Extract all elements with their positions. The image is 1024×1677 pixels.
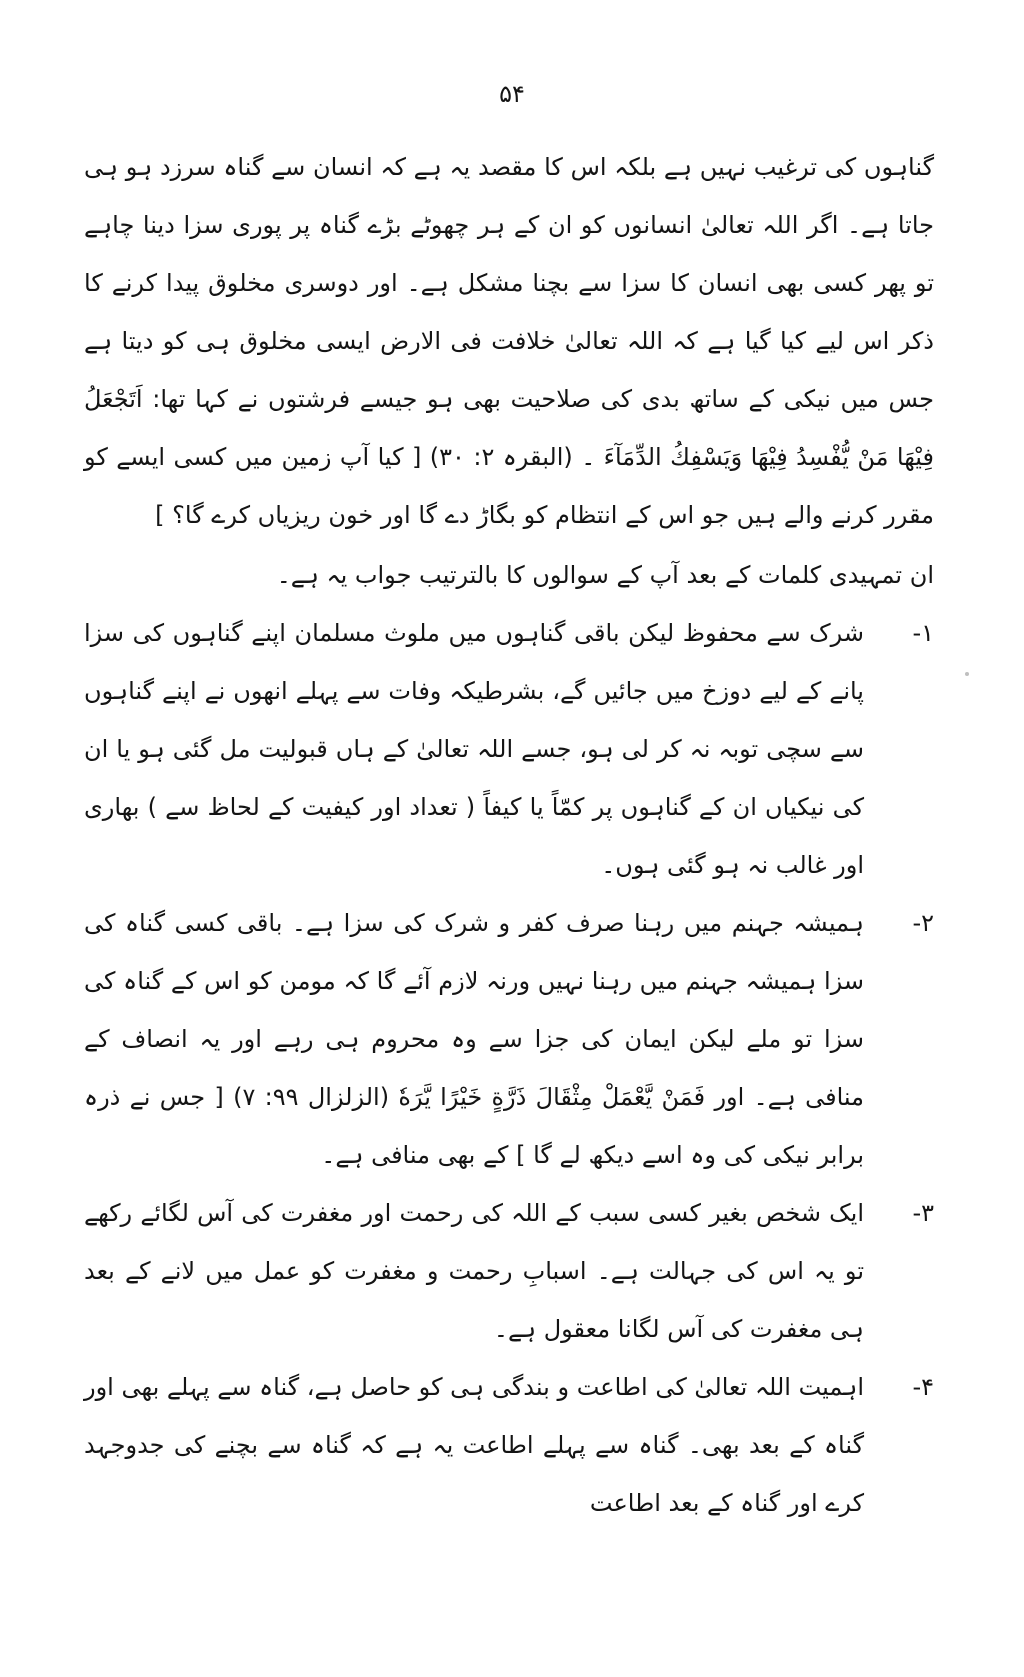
- scan-speck: [965, 672, 969, 676]
- list-item-text: شرک سے محفوظ لیکن باقی گناہوں میں ملوث مسلمان اپنے گناہوں کی سزا پانے کے لیے دوزخ میں جائیں گے، بشرطیکہ وفات سے پہلے انھوں نے اپنے گناہوں سے سچی توبہ نہ کر لی ہو، جسے اللہ تعالیٰ کے ہاں قبولیت مل گئی ہو یا ان کی نیکیاں ان کے گناہوں پر کمّاً یا کیفاً ( تعداد اور کیفیت کے لحاظ سے ) بھاری اور غالب نہ ہو گئی ہوں۔: [84, 619, 864, 879]
- list-item-text: اہمیت اللہ تعالیٰ کی اطاعت و بندگی ہی کو حاصل ہے، گناہ سے پہلے بھی اور گناہ کے بعد بھی۔ گناہ سے پہلے اطاعت یہ ہے کہ گناہ سے بچنے کی جدوجہد کرے اور گناہ کے بعد اطاعت: [84, 1373, 864, 1517]
- list-item-number: ۳-: [912, 1199, 934, 1227]
- list-item-number: ۴-: [912, 1373, 934, 1401]
- list-item-number: ۲-: [912, 909, 934, 937]
- list-item: [84, 894, 934, 1184]
- page-number: ۵۴: [499, 80, 525, 108]
- answers-intro-line: ان تمہیدی کلمات کے بعد آپ کے سوالوں کا بالترتیب جواب یہ ہے۔: [276, 561, 934, 589]
- opening-paragraph: گناہوں کی ترغیب نہیں ہے بلکہ اس کا مقصد یہ ہے کہ انسان سے گناہ سرزد ہو ہی جاتا ہے۔ اگر اللہ تعالیٰ انسانوں کو ان کے ہر چھوٹے بڑے گناہ پر پوری سزا دینا چاہے تو پھر کسی بھی انسان کا سزا سے بچنا مشکل ہے۔ اور دوسری مخلوق پیدا کرنے کا ذکر اس لیے کیا گیا ہے کہ اللہ تعالیٰ خلافت فی الارض ایسی مخلوق ہی کو دیتا ہے جس میں نیکی کے ساتھ بدی کی صلاحیت بھی ہو جیسے فرشتوں نے کہا تھا: اَتَجْعَلُ فِیْهَا مَنْ یُّفْسِدُ فِیْهَا وَیَسْفِكُ الدِّمَآءَ ۔ (البقرہ ۲: ۳۰) [ کیا آپ زمین میں کسی ایسے کو مقرر کرنے والے ہیں جو اس کے انتظام کو بگاڑ دے گا اور خون ریزیاں کرے گا؟ ]: [84, 153, 934, 529]
- list-item: [84, 604, 934, 894]
- list-item-text: ہمیشہ جہنم میں رہنا صرف کفر و شرک کی سزا ہے۔ باقی کسی گناہ کی سزا ہمیشہ جہنم میں رہنا نہیں ورنہ لازم آئے گا کہ مومن کو اس کے گناہ کی سزا تو ملے لیکن ایمان کی جزا سے وہ محروم ہی رہے اور یہ انصاف کے منافی ہے۔ اور فَمَنْ یَّعْمَلْ مِثْقَالَ ذَرَّةٍ خَیْرًا یَّرَهٗ (الزلزال ۹۹: ۷) [ جس نے ذرہ برابر نیکی کی وہ اسے دیکھ لے گا ] کے بھی منافی ہے۔: [84, 909, 864, 1169]
- list-item-number: ۱-: [912, 619, 934, 647]
- list-item: [84, 1358, 934, 1532]
- answers-list: [84, 604, 934, 1532]
- body-text: [84, 138, 934, 1532]
- list-item: [84, 1184, 934, 1358]
- list-item-text: ایک شخص بغیر کسی سبب کے اللہ کی رحمت اور مغفرت کی آس لگائے رکھے تو یہ اس کی جہالت ہے۔ اسبابِ رحمت و مغفرت کو عمل میں لانے کے بعد ہی مغفرت کی آس لگانا معقول ہے۔: [84, 1199, 864, 1343]
